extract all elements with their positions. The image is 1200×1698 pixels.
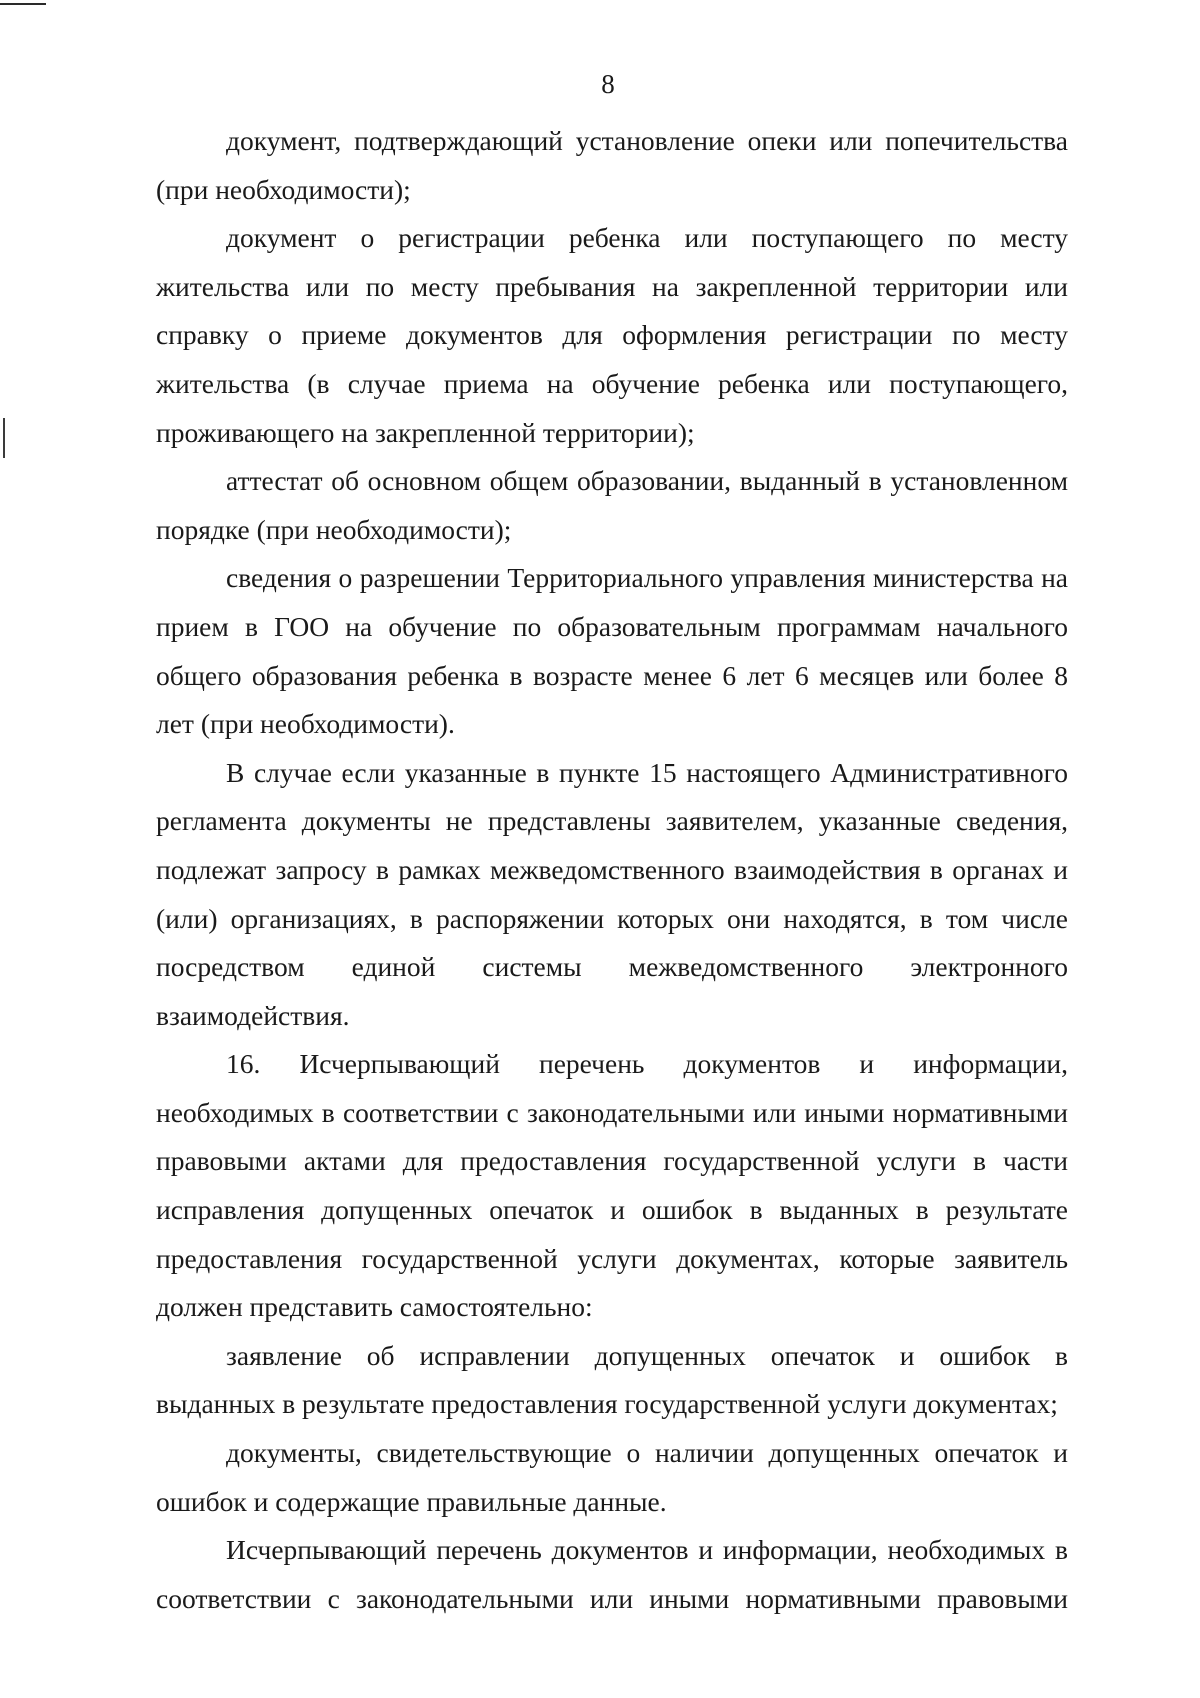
paragraph: документ о регистрации ребенка или поступающего по месту жительства или по месту пребывания на закрепленной территории или справку о приеме документов для оформления регистрации по месту жительства (в случае приема на обучение ребенка или поступающего, проживающего на закрепленной территории); [156,222,1068,448]
scan-artifact-mark [3,418,5,458]
body-text [156,117,1068,1623]
paragraph: сведения о разрешении Территориального управления министерства на прием в ГОО на обучение по образовательным программам начального общего образования ребенка в возрасте менее 6 лет 6 месяцев или более 8 лет (при необходимости). [156,562,1068,740]
paragraph: документы, свидетельствующие о наличии допущенных опечаток и ошибок и содержащие правильные данные. [156,1437,1068,1517]
paragraph: Исчерпывающий перечень документов и информации, необходимых в соответствии с законодательными или иными нормативными правовыми [156,1534,1068,1614]
paragraph: заявление об исправлении допущенных опечаток и ошибок в выданных в результате предоставления государственной услуги документах; [156,1339,1068,1420]
page-number: 8 [601,69,615,99]
paragraph: В случае если указанные в пункте 15 настоящего Административного регламента документы не представлены заявителем, указанные сведения, подлежат запросу в рамках межведомственного взаимодействия в органах и (или) организациях, в распоряжении которых они находятся, в том числе посредством единой системы межведомственного электронного взаимодействия. [156,756,1068,1031]
paragraph: документ, подтверждающий установление опеки или попечительства (при необходимости); [156,125,1068,205]
paragraph: аттестат об основном общем образовании, выданный в установленном порядке (при необходимости); [156,465,1068,545]
scan-artifact-line [0,3,46,5]
paragraph: 16. Исчерпывающий перечень документов и информации, необходимых в соответствии с законодательными или иными нормативными правовыми актами для предоставления государственной услуги в части исправления допущенных опечаток и ошибок в выданных в результате предоставления государственной услуги документах, которые заявитель должен представить самостоятельно: [156,1048,1068,1323]
